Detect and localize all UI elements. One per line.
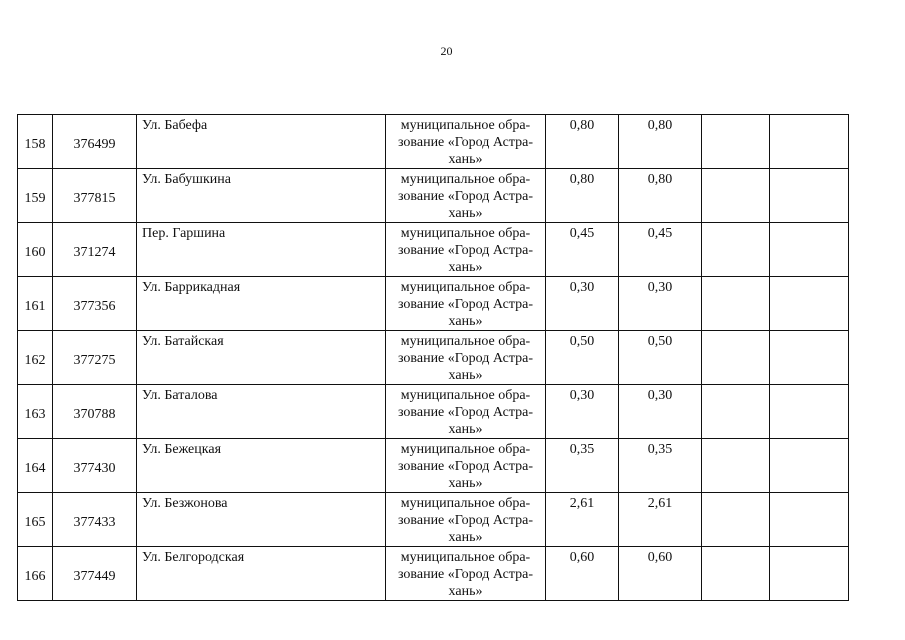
empty-cell [770,169,849,223]
row-number-cell: 163 [18,385,53,439]
road-id-cell: 377430 [53,439,137,493]
length-asphalt-cell: 0,80 [619,169,702,223]
length-asphalt-cell: 0,30 [619,385,702,439]
length-asphalt-cell: 0,35 [619,439,702,493]
road-name-cell: Ул. Бабушкина [137,169,386,223]
empty-cell [702,277,770,331]
empty-cell [702,115,770,169]
table-row [18,547,849,601]
empty-cell [770,331,849,385]
road-name-cell: Ул. Баталова [137,385,386,439]
empty-cell [702,385,770,439]
road-name-cell: Ул. Бежецкая [137,439,386,493]
road-name-cell: Ул. Бабефа [137,115,386,169]
table-row [18,439,849,493]
row-number-cell: 164 [18,439,53,493]
owner-cell: муниципальное обра- зование «Город Астра- хань» [386,385,546,439]
row-number-cell: 166 [18,547,53,601]
road-name-cell: Ул. Белгородская [137,547,386,601]
empty-cell [770,385,849,439]
length-asphalt-cell: 2,61 [619,493,702,547]
length-total-cell: 0,30 [546,385,619,439]
length-total-cell: 0,30 [546,277,619,331]
owner-cell: муниципальное обра- зование «Город Астра- хань» [386,115,546,169]
table-body [18,115,849,601]
page-number: 20 [440,44,453,58]
length-asphalt-cell: 0,30 [619,277,702,331]
owner-cell: муниципальное обра- зование «Город Астра- хань» [386,331,546,385]
length-total-cell: 0,80 [546,169,619,223]
road-id-cell: 371274 [53,223,137,277]
road-id-cell: 377275 [53,331,137,385]
table-row [18,277,849,331]
length-total-cell: 0,50 [546,331,619,385]
row-number-cell: 161 [18,277,53,331]
road-id-cell: 377356 [53,277,137,331]
road-id-cell: 377433 [53,493,137,547]
length-total-cell: 2,61 [546,493,619,547]
road-name-cell: Ул. Безжонова [137,493,386,547]
table-row [18,169,849,223]
empty-cell [770,493,849,547]
row-number-cell: 159 [18,169,53,223]
owner-cell: муниципальное обра- зование «Город Астра- хань» [386,439,546,493]
empty-cell [702,331,770,385]
length-asphalt-cell: 0,60 [619,547,702,601]
length-asphalt-cell: 0,80 [619,115,702,169]
table-row [18,223,849,277]
length-total-cell: 0,45 [546,223,619,277]
empty-cell [770,439,849,493]
roads-table [17,114,849,601]
road-id-cell: 370788 [53,385,137,439]
owner-cell: муниципальное обра- зование «Город Астра- хань» [386,493,546,547]
empty-cell [702,439,770,493]
table-row [18,115,849,169]
road-id-cell: 377815 [53,169,137,223]
length-total-cell: 0,35 [546,439,619,493]
road-name-cell: Пер. Гаршина [137,223,386,277]
empty-cell [702,169,770,223]
empty-cell [702,493,770,547]
row-number-cell: 158 [18,115,53,169]
road-name-cell: Ул. Батайская [137,331,386,385]
length-asphalt-cell: 0,50 [619,331,702,385]
empty-cell [770,223,849,277]
length-asphalt-cell: 0,45 [619,223,702,277]
owner-cell: муниципальное обра- зование «Город Астра- хань» [386,169,546,223]
empty-cell [770,547,849,601]
road-name-cell: Ул. Баррикадная [137,277,386,331]
road-id-cell: 376499 [53,115,137,169]
owner-cell: муниципальное обра- зование «Город Астра- хань» [386,223,546,277]
table-row [18,331,849,385]
row-number-cell: 162 [18,331,53,385]
empty-cell [702,223,770,277]
row-number-cell: 160 [18,223,53,277]
empty-cell [770,277,849,331]
owner-cell: муниципальное обра- зование «Город Астра- хань» [386,277,546,331]
empty-cell [770,115,849,169]
length-total-cell: 0,60 [546,547,619,601]
row-number-cell: 165 [18,493,53,547]
owner-cell: муниципальное обра- зование «Город Астра- хань» [386,547,546,601]
road-id-cell: 377449 [53,547,137,601]
table-row [18,493,849,547]
empty-cell [702,547,770,601]
length-total-cell: 0,80 [546,115,619,169]
table-row [18,385,849,439]
